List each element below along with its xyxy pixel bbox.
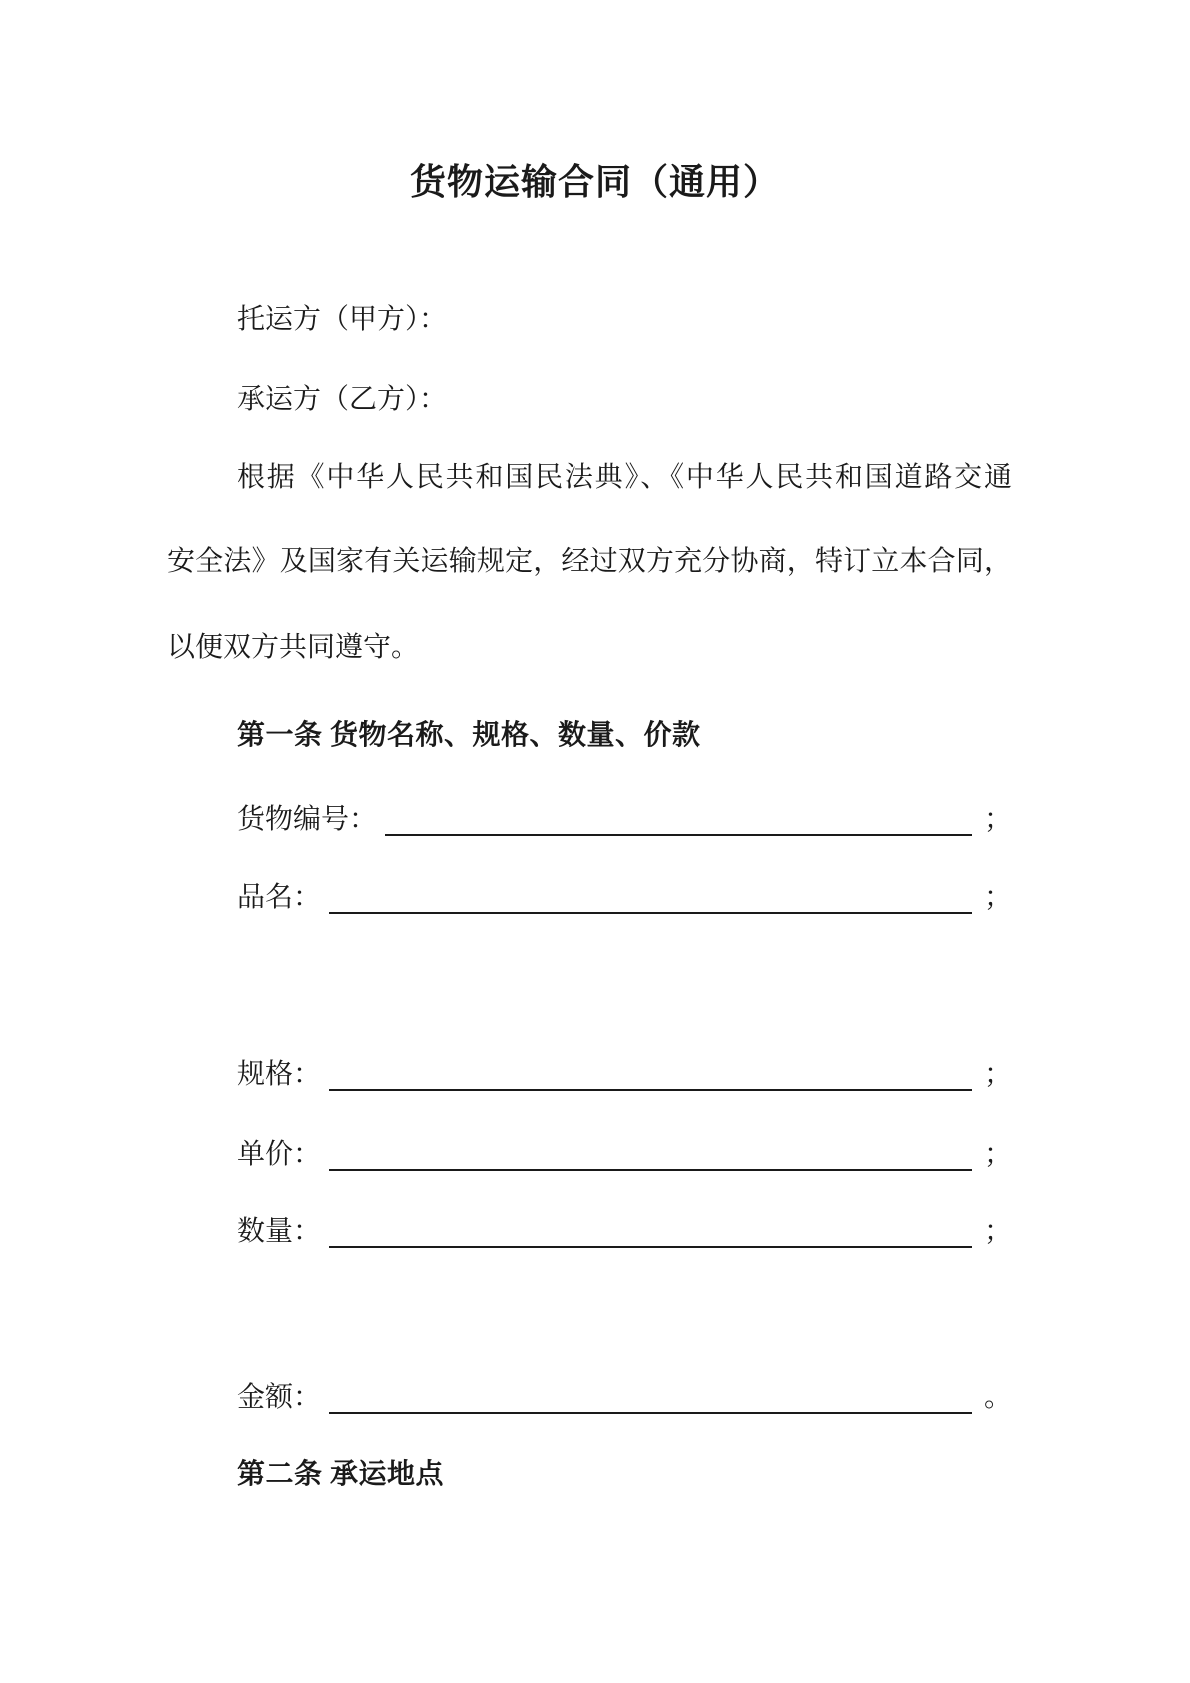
preamble-line-2: 安全法》及国家有关运输规定，经过双方充分协商，特订立本合同， (167, 546, 1012, 577)
section1-heading: 第一条 货物名称、规格、数量、价款 (237, 720, 701, 751)
amount-label: 金额： (237, 1382, 322, 1413)
product-name-blank[interactable] (329, 912, 972, 914)
unit-price-blank[interactable] (329, 1169, 972, 1171)
document-title: 货物运输合同（通用） (409, 162, 780, 202)
amount-blank[interactable] (329, 1412, 972, 1414)
field-row-specification (237, 1055, 1012, 1095)
goods-number-blank[interactable] (385, 834, 972, 836)
product-name-punctuation: ； (983, 882, 1012, 913)
field-row-unit-price (237, 1135, 1012, 1175)
unit-price-punctuation: ； (983, 1139, 1012, 1170)
quantity-label: 数量： (237, 1216, 322, 1247)
amount-punctuation: 。 (983, 1382, 1012, 1413)
field-row-goods-number (237, 800, 1012, 840)
specification-punctuation: ； (983, 1059, 1012, 1090)
quantity-blank[interactable] (329, 1246, 972, 1248)
preamble-line-1: 根据《中华人民共和国民法典》、《中华人民共和国道路交通 (237, 462, 1012, 493)
field-row-quantity (237, 1212, 1012, 1252)
unit-price-label: 单价： (237, 1139, 322, 1170)
field-row-amount (237, 1378, 1012, 1418)
preamble-line-3: 以便双方共同遵守。 (167, 632, 420, 663)
specification-blank[interactable] (329, 1089, 972, 1091)
carrier-party-line: 承运方（乙方）： (237, 384, 448, 415)
section2-heading: 第二条 承运地点 (237, 1459, 445, 1490)
field-row-product-name (237, 878, 1012, 918)
quantity-punctuation: ； (983, 1216, 1012, 1247)
product-name-label: 品名： (237, 882, 322, 913)
shipper-party-line: 托运方（甲方）： (237, 304, 448, 335)
goods-number-punctuation: ； (983, 804, 1012, 835)
goods-number-label: 货物编号： (237, 804, 378, 835)
specification-label: 规格： (237, 1059, 322, 1090)
